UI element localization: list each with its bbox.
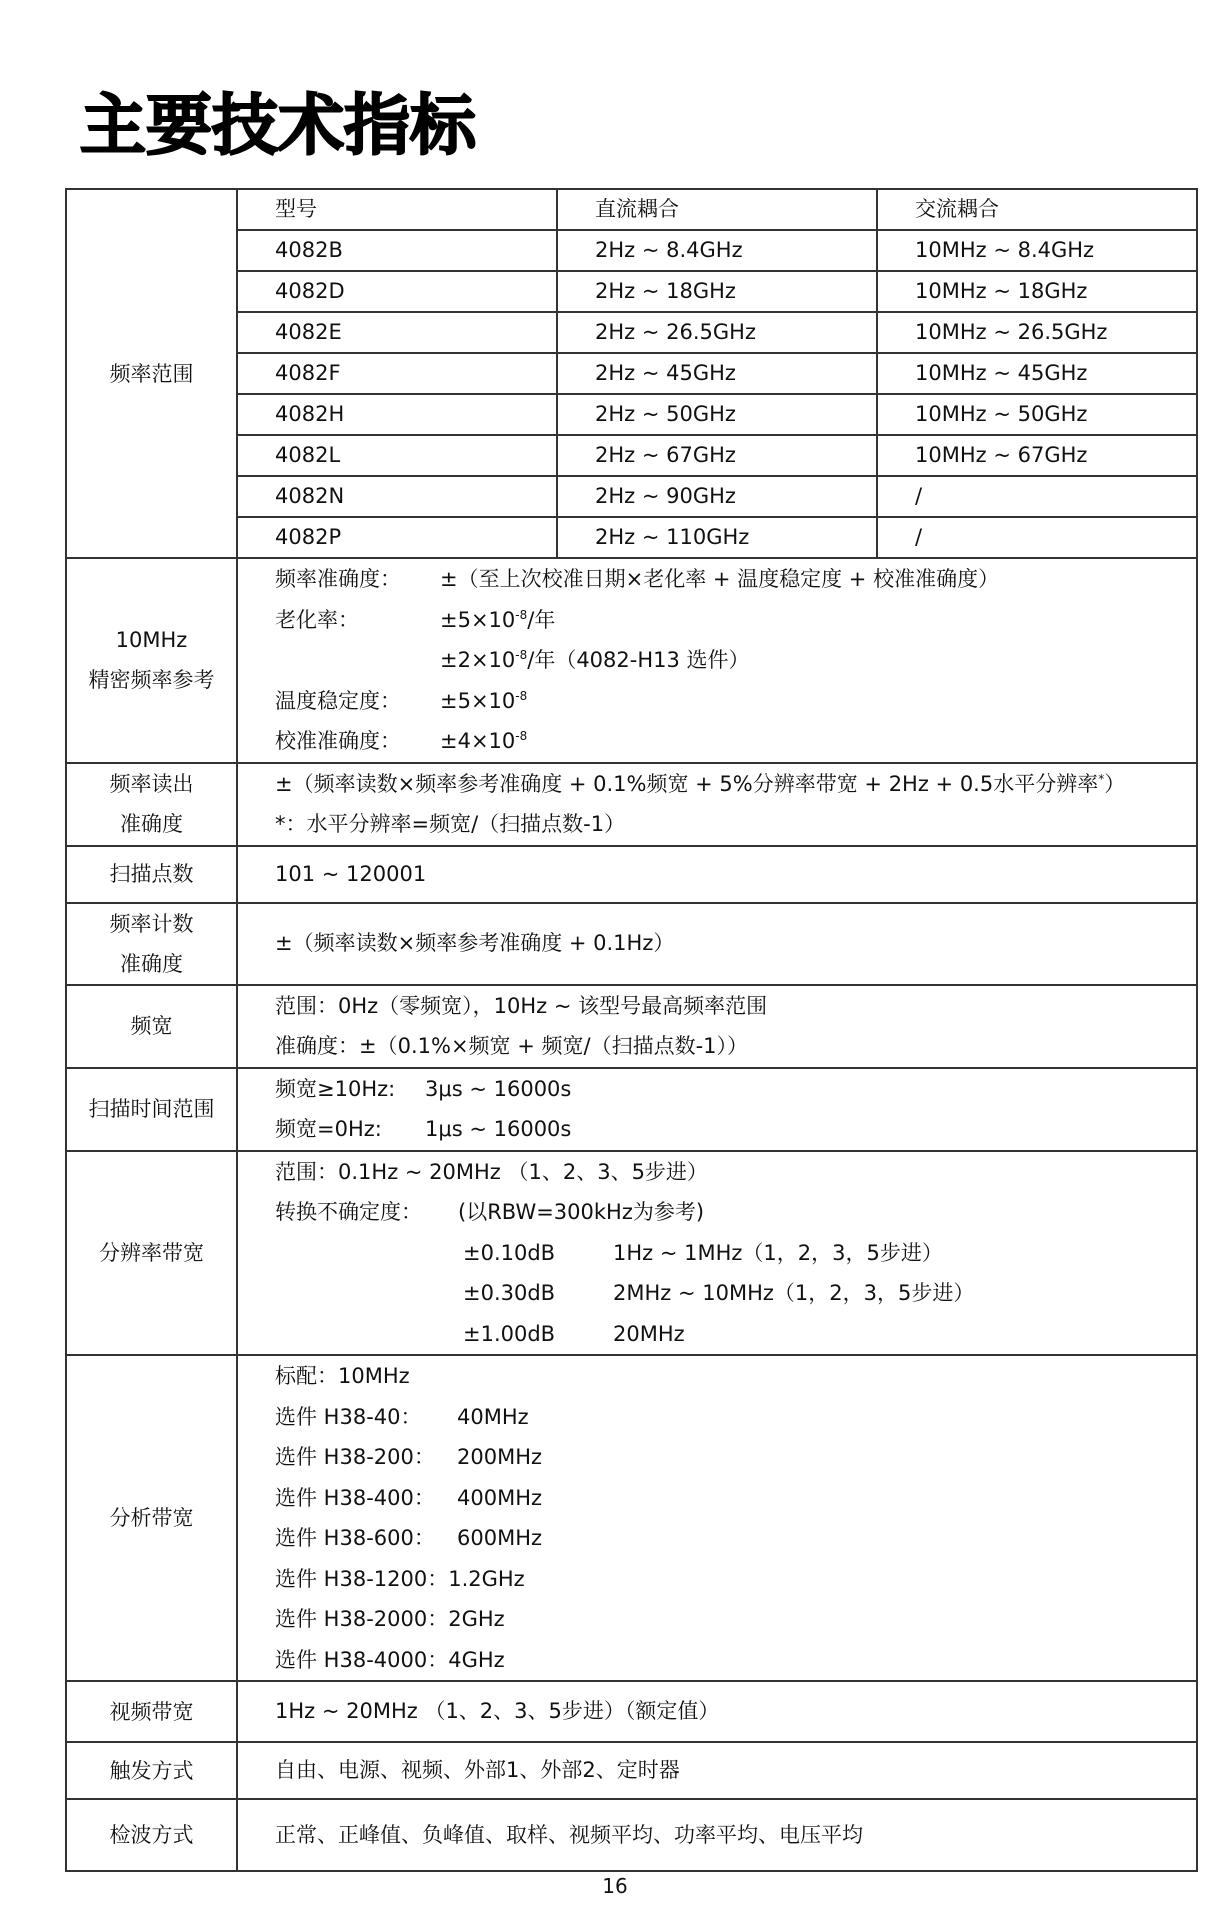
dc-range-cell: 2Hz ~ 45GHz (557, 353, 877, 394)
page-title: 主要技术指标 (80, 87, 476, 164)
model-cell: 4082D (237, 271, 557, 312)
span-label: 频宽 (66, 985, 237, 1068)
analysis-bw-label: 分析带宽 (66, 1355, 237, 1681)
ac-range-cell: 10MHz ~ 50GHz (877, 394, 1197, 435)
video-bw-label: 视频带宽 (66, 1681, 237, 1742)
model-cell: 4082E (237, 312, 557, 353)
spec-table (65, 188, 1198, 1872)
ac-range-cell: 10MHz ~ 8.4GHz (877, 230, 1197, 271)
video-bw-row (66, 1681, 1197, 1742)
dc-range-cell: 2Hz ~ 8.4GHz (557, 230, 877, 271)
sweep-time-content: 频宽≥10Hz: 3μs ~ 16000s 频宽=0Hz: 1μs ~ 16000s (237, 1068, 1197, 1151)
header-dc-coupling: 直流耦合 (557, 189, 877, 230)
freq-counter-label: 频率计数 准确度 (66, 903, 237, 985)
aging-line-2: $\pm 2\times 10^{-8}/$年（4082-H13 选件） (440, 648, 750, 672)
aging-line-1: 老化率： $\pm 5\times 10^{-8}/$年 (275, 607, 556, 632)
header-model: 型号 (237, 189, 557, 230)
freq-readout-label: 频率读出 准确度 (66, 763, 237, 846)
dc-range-cell: 2Hz ~ 67GHz (557, 435, 877, 476)
ac-range-cell: 10MHz ~ 67GHz (877, 435, 1197, 476)
rbw-label: 分辨率带宽 (66, 1151, 237, 1356)
detector-label: 检波方式 (66, 1799, 237, 1871)
ref-10mhz-label: 10MHz 精密频率参考 (66, 558, 237, 763)
span-row (66, 985, 1197, 1068)
model-cell: 4082B (237, 230, 557, 271)
rbw-content: 范围：0.1Hz ~ 20MHz （1、2、3、5步进） 转换不确定度： (以RBW=300kHz为参考) ±0.10dB 1Hz ~ 1MHz（1，2，3，5步进） ±0.30dB 2MHz ~ 10MHz（1，2，3，5步进） ±1.00dB 20MHz (237, 1151, 1197, 1356)
dc-range-cell: 2Hz ~ 26.5GHz (557, 312, 877, 353)
freq-readout-content: ±（频率读数×频率参考准确度 + 0.1%频宽 + 5%分辨率带宽 + 2Hz + 0.5水平分辨率*） *：水平分辨率=频宽/（扫描点数-1） (237, 763, 1197, 846)
model-cell: 4082N (237, 476, 557, 517)
dc-range-cell: 2Hz ~ 90GHz (557, 476, 877, 517)
trigger-label: 触发方式 (66, 1742, 237, 1799)
sweep-points-row (66, 846, 1197, 903)
freq-accuracy-line: 频率准确度： ±（至上次校准日期×老化率 + 温度稳定度 + 校准准确度） (275, 567, 1000, 591)
dc-range-cell: 2Hz ~ 50GHz (557, 394, 877, 435)
model-cell: 4082L (237, 435, 557, 476)
detector-row (66, 1799, 1197, 1871)
model-cell: 4082H (237, 394, 557, 435)
sweep-time-label: 扫描时间范围 (66, 1068, 237, 1151)
analysis-bw-content: 标配：10MHz 选件 H38-40： 40MHz 选件 H38-200： 200MHz 选件 H38-400： 400MHz 选件 H38-600： 600MHz 选件 H38-1200：1.2GHz 选件 H38-2000：2GHz 选件 H38-4000：4GHz (237, 1355, 1197, 1681)
page-number: 16 (602, 1874, 628, 1898)
ac-range-cell: 10MHz ~ 26.5GHz (877, 312, 1197, 353)
temp-stability-line: 温度稳定度： $\pm 5\times 10^{-8}$ (275, 688, 528, 713)
model-cell: 4082P (237, 517, 557, 558)
header-ac-coupling: 交流耦合 (877, 189, 1197, 230)
ac-range-cell: 10MHz ~ 18GHz (877, 271, 1197, 312)
span-content: 范围：0Hz（零频宽），10Hz ~ 该型号最高频率范围 准确度：±（0.1%×频宽 + 频宽/（扫描点数-1）） (237, 985, 1197, 1068)
video-bw-value: 1Hz ~ 20MHz （1、2、3、5步进）（额定值） (237, 1681, 1197, 1742)
trigger-value: 自由、电源、视频、外部1、外部2、定时器 (237, 1742, 1197, 1799)
detector-value: 正常、正峰值、负峰值、取样、视频平均、功率平均、电压平均 (237, 1799, 1197, 1871)
freq-range-header-row (66, 189, 1197, 230)
ac-range-cell: 10MHz ~ 45GHz (877, 353, 1197, 394)
freq-counter-row (66, 903, 1197, 985)
freq-counter-value: ±（频率读数×频率参考准确度 + 0.1Hz） (237, 903, 1197, 985)
rbw-row (66, 1151, 1197, 1356)
freq-readout-row (66, 763, 1197, 846)
dc-range-cell: 2Hz ~ 110GHz (557, 517, 877, 558)
model-cell: 4082F (237, 353, 557, 394)
freq-range-label: 频率范围 (66, 189, 237, 558)
trigger-row (66, 1742, 1197, 1799)
sweep-time-row (66, 1068, 1197, 1151)
sweep-points-value: 101 ~ 120001 (237, 846, 1197, 903)
ac-range-cell: / (877, 476, 1197, 517)
dc-range-cell: 2Hz ~ 18GHz (557, 271, 877, 312)
ac-range-cell: / (877, 517, 1197, 558)
ref-10mhz-content (237, 558, 1197, 763)
sweep-points-label: 扫描点数 (66, 846, 237, 903)
ref-10mhz-row (66, 558, 1197, 763)
analysis-bw-row (66, 1355, 1197, 1681)
cal-accuracy-line: 校准准确度： $\pm 4\times 10^{-8}$ (275, 729, 528, 753)
